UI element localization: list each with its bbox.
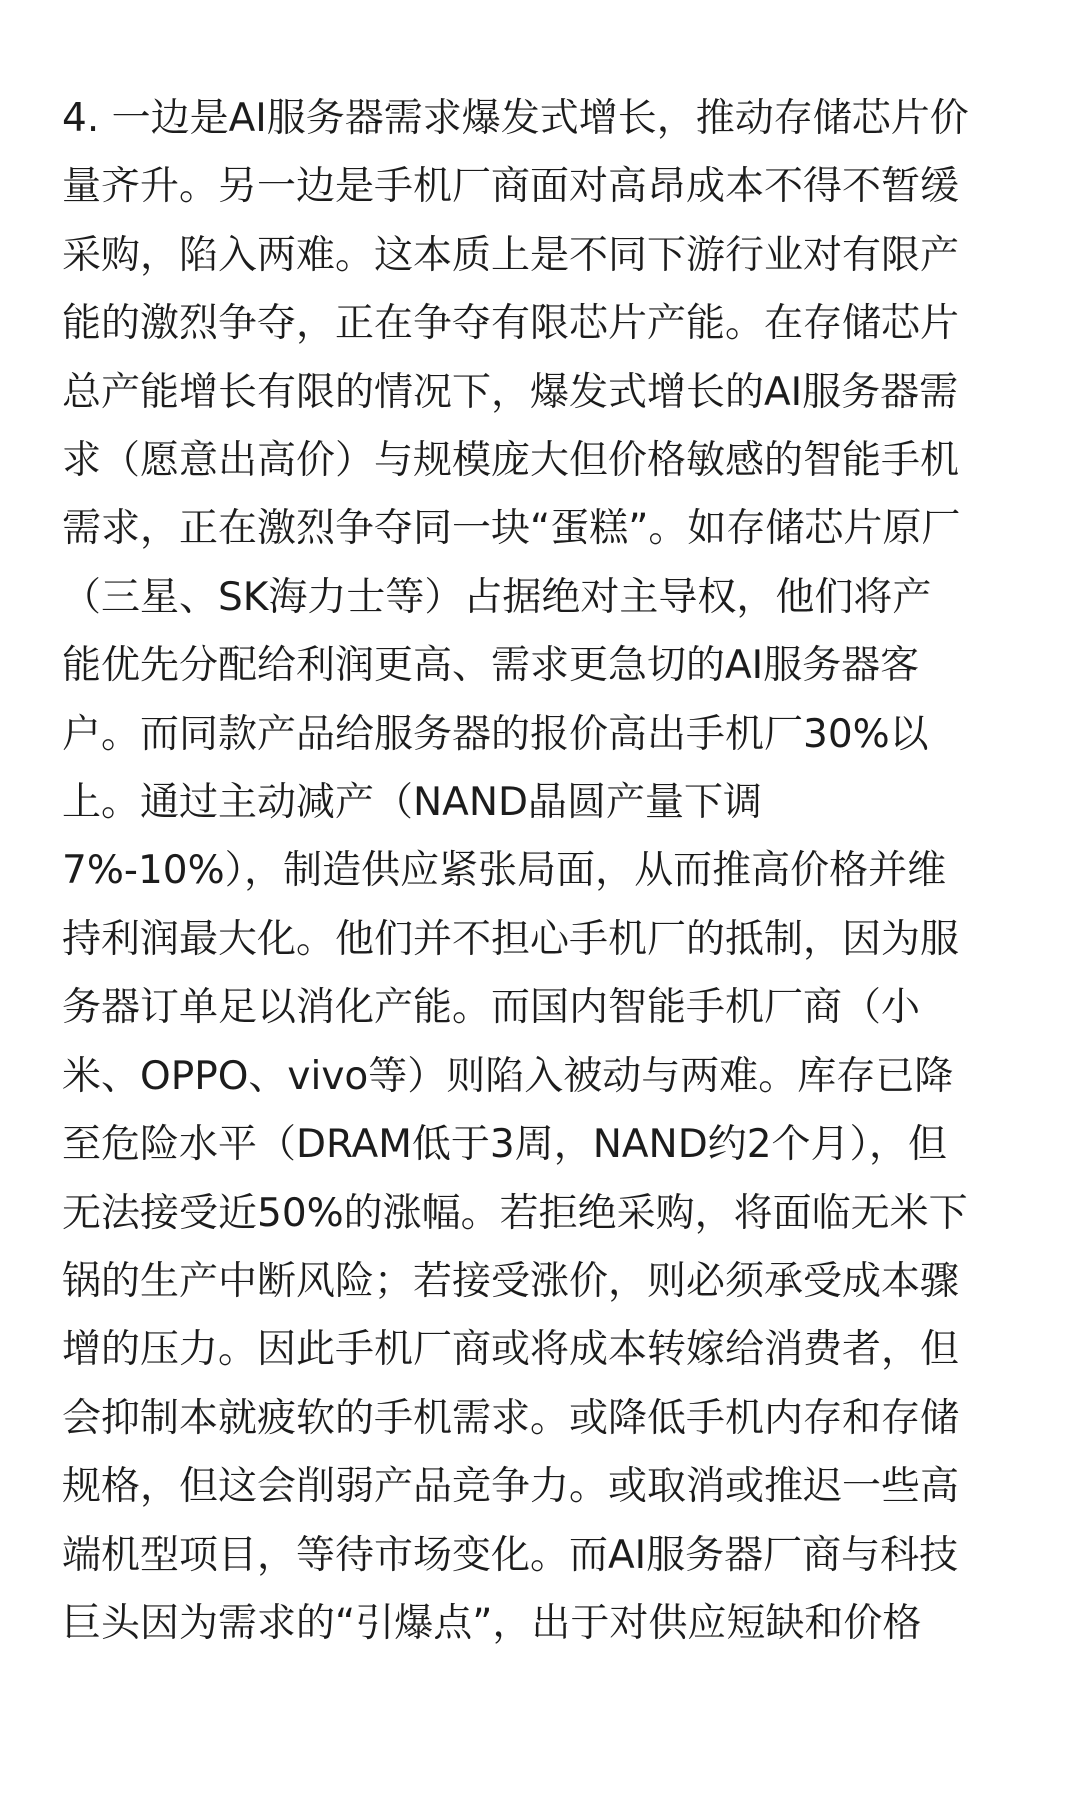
- text-line: 量齐升。另一边是手机厂商面对高昂成本不得不暂缓: [62, 164, 960, 210]
- text-line: （三星、SK海力士等）占据绝对主导权，他们将产: [62, 574, 932, 620]
- text-line: 上。通过主动减产（NAND晶圆产量下调: [62, 780, 763, 826]
- text-line: 米、OPPO、vivo等）则陷入被动与两难。库存已降: [62, 1053, 954, 1099]
- text-line: 总产能增长有限的情况下，爆发式增长的AI服务器需: [62, 369, 959, 415]
- text-line: 巨头因为需求的“引爆点”，出于对供应短缺和价格: [62, 1600, 922, 1646]
- article-paragraph: [62, 85, 1027, 1658]
- text-line: 会抑制本就疲软的手机需求。或降低手机内存和存储: [62, 1395, 960, 1441]
- text-line: 锅的生产中断风险；若接受涨价，则必须承受成本骤: [62, 1258, 960, 1304]
- text-line: 7%-10%），制造供应紧张局面，从而推高价格并维: [62, 848, 947, 894]
- text-line: 端机型项目，等待市场变化。而AI服务器厂商与科技: [62, 1532, 959, 1578]
- text-line: 需求，正在激烈争夺同一块“蛋糕”。如存储芯片原厂: [62, 506, 961, 552]
- text-line: 规格，但这会削弱产品竞争力。或取消或推迟一些高: [62, 1464, 960, 1510]
- text-line: 增的压力。因此手机厂商或将成本转嫁给消费者，但: [62, 1327, 960, 1373]
- text-line: 4. 一边是AI服务器需求爆发式增长，推动存储芯片价: [62, 96, 969, 141]
- text-line: 求（愿意出高价）与规模庞大但价格敏感的智能手机: [62, 438, 960, 484]
- text-line: 持利润最大化。他们并不担心手机厂的抵制，因为服: [62, 916, 960, 962]
- text-line: 能优先分配给利润更高、需求更急切的AI服务器客: [62, 643, 920, 689]
- text-line: 户。而同款产品给服务器的报价高出手机厂30%以: [62, 711, 929, 757]
- text-line: 务器订单足以消化产能。而国内智能手机厂商（小: [62, 985, 921, 1031]
- text-line: 能的激烈争夺，正在争夺有限芯片产能。在存储芯片: [62, 301, 960, 347]
- text-line: 至危险水平（DRAM低于3周，NAND约2个月），但: [62, 1122, 948, 1168]
- text-line: 采购，陷入两难。这本质上是不同下游行业对有限产: [62, 232, 960, 278]
- text-line: 无法接受近50%的涨幅。若拒绝采购，将面临无米下: [62, 1190, 968, 1236]
